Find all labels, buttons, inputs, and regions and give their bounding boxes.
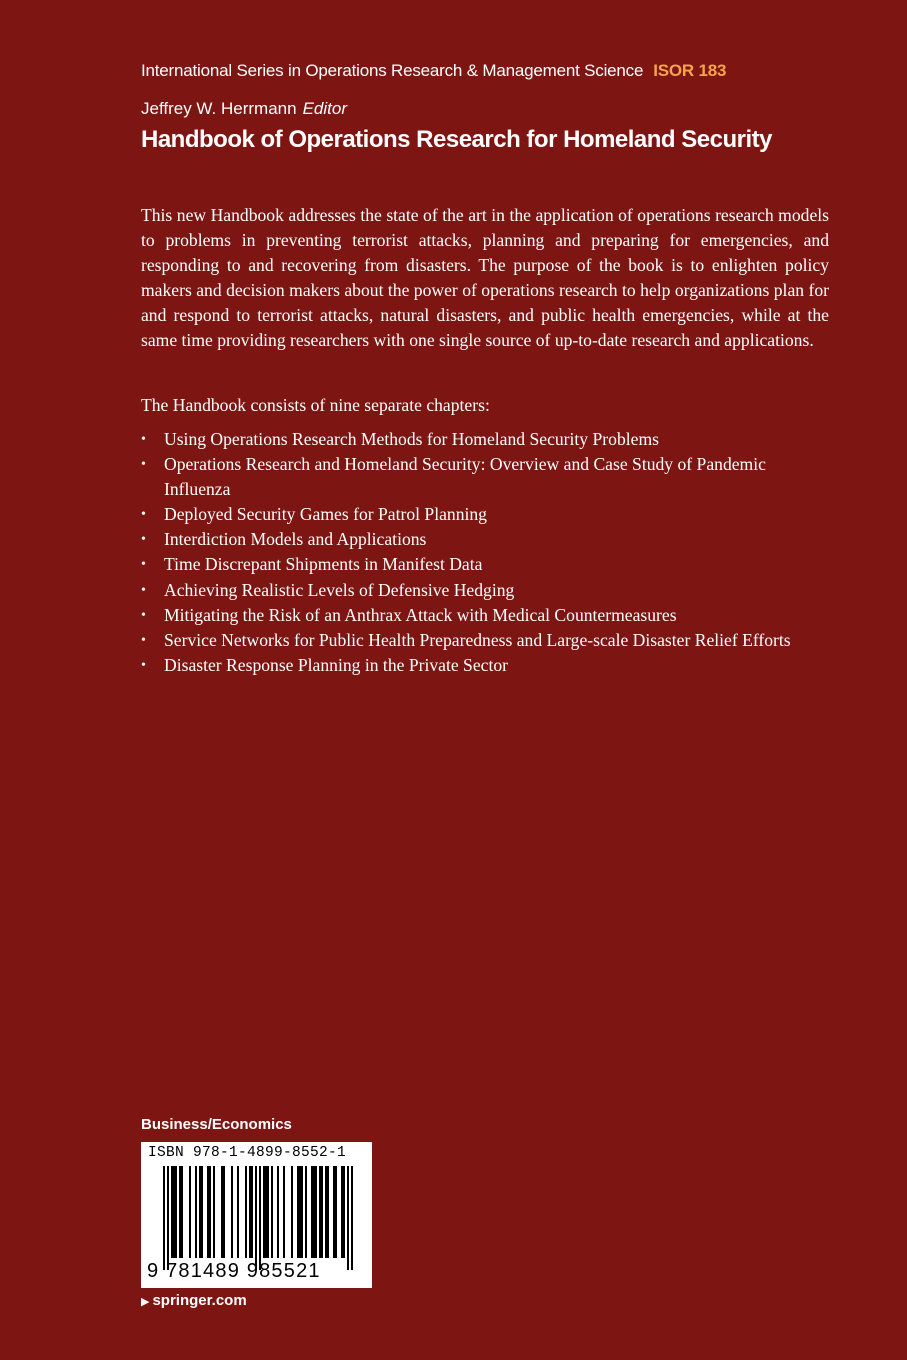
barcode-bar — [237, 1166, 239, 1258]
barcode-bar — [199, 1166, 201, 1258]
barcode-bar — [195, 1166, 197, 1258]
barcode-bar — [251, 1166, 253, 1258]
series-line — [141, 61, 726, 81]
barcode-bar — [291, 1166, 293, 1258]
barcode-bar — [335, 1166, 337, 1258]
barcode-bar — [325, 1166, 327, 1258]
book-title: Handbook of Operations Research for Homeland Security — [141, 126, 772, 153]
barcode-bar — [265, 1166, 267, 1258]
barcode-bar — [255, 1166, 257, 1270]
editor-name: Jeffrey W. Herrmann — [141, 99, 297, 118]
barcode-bar — [351, 1166, 353, 1270]
editor-role: Editor — [302, 99, 347, 118]
chapters-intro: The Handbook consists of nine separate chapters: — [141, 395, 490, 415]
chapter-item: • Interdiction Models and Applications — [141, 527, 831, 552]
barcode-bar — [221, 1166, 223, 1258]
barcode-bar — [179, 1166, 181, 1258]
arrow-right-icon: ▶ — [141, 1296, 150, 1308]
barcode-bar — [311, 1166, 313, 1258]
barcode-bar — [207, 1166, 209, 1258]
barcode-bar — [213, 1166, 215, 1258]
barcode-bar — [201, 1166, 203, 1258]
barcode-block — [141, 1142, 372, 1288]
series-name: International Series in Operations Research & Management Science — [141, 61, 644, 80]
barcode-bar — [167, 1166, 169, 1270]
description-paragraph: This new Handbook addresses the state of the art in the application of operations research models to problems in preventing terrorist attacks, planning and preparing for emergencies, and responding to and recovering from disasters. The purpose of the book is to enlighten policy makers and decision makers about the power of operations research to help organizations plan for and respond to terrorist attacks, natural disasters, and public health emergencies, while at the same time providing researchers with one single source of up-to-date research and applications. — [141, 205, 829, 351]
barcode-bar — [347, 1166, 349, 1270]
barcode-bar — [321, 1166, 323, 1258]
chapter-list — [141, 427, 831, 678]
chapter-item: • Time Discrepant Shipments in Manifest Data — [141, 552, 831, 577]
chapter-item: • Deployed Security Games for Patrol Planning — [141, 502, 831, 527]
barcode-bar — [173, 1166, 175, 1258]
chapter-item: • Achieving Realistic Levels of Defensive Hedging — [141, 578, 831, 603]
barcode-bar — [333, 1166, 335, 1258]
barcode-bar — [305, 1166, 307, 1258]
barcode-bar — [189, 1166, 191, 1258]
barcode-bar — [327, 1166, 329, 1258]
editor-line — [141, 99, 347, 119]
series-number: ISOR 183 — [653, 61, 727, 80]
category-label: Business/Economics — [141, 1116, 292, 1133]
barcode-bar — [175, 1166, 177, 1258]
barcode-bar — [267, 1166, 269, 1258]
barcode-bar — [319, 1166, 321, 1258]
barcode-bar — [313, 1166, 315, 1258]
chapter-item: • Operations Research and Homeland Security: Overview and Case Study of Pandemic Influenza — [141, 452, 831, 502]
chapter-item: • Mitigating the Risk of an Anthrax Attack with Medical Countermeasures — [141, 603, 831, 628]
barcode-bar — [297, 1166, 299, 1258]
barcode-bar — [263, 1166, 265, 1258]
barcode-bar — [277, 1166, 279, 1258]
publisher-website[interactable] — [141, 1292, 247, 1309]
barcode-bar — [341, 1166, 343, 1258]
barcode-bar — [259, 1166, 261, 1270]
barcode-bar — [249, 1166, 251, 1258]
barcode-bar — [283, 1166, 285, 1258]
chapter-item: • Using Operations Research Methods for Homeland Security Problems — [141, 427, 831, 452]
barcode-bar — [343, 1166, 345, 1258]
chapter-item: • Disaster Response Planning in the Private Sector — [141, 653, 831, 678]
isbn-label: ISBN 978-1-4899-8552-1 — [148, 1145, 347, 1161]
barcode-bar — [223, 1166, 225, 1258]
barcode-bar — [181, 1166, 183, 1258]
barcode-bar — [315, 1166, 317, 1258]
barcode-bar — [209, 1166, 211, 1258]
website-url: springer.com — [152, 1292, 247, 1309]
barcode-bar — [171, 1166, 173, 1258]
barcode-bar — [271, 1166, 273, 1258]
barcode-bar — [299, 1166, 301, 1258]
barcode-bar — [245, 1166, 247, 1258]
barcode-bar — [163, 1166, 165, 1270]
barcode-bar — [301, 1166, 303, 1258]
barcode-bar — [231, 1166, 233, 1258]
barcode-digits: 9 781489 985521 — [147, 1260, 321, 1282]
chapter-item: • Service Networks for Public Health Preparedness and Large-scale Disaster Relief Efforts — [141, 628, 831, 653]
